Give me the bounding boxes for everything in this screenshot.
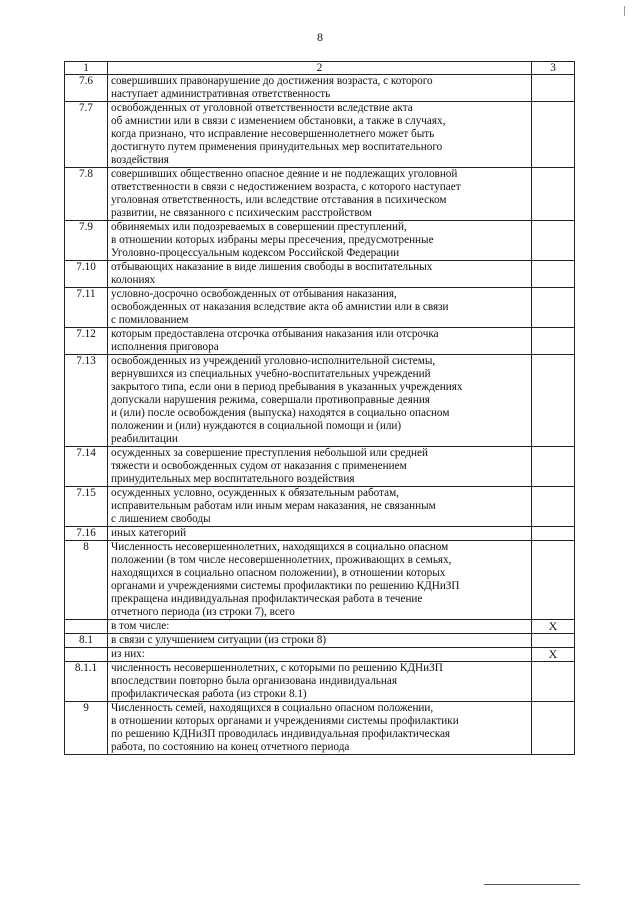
table-row bbox=[65, 702, 575, 755]
value-cell[interactable] bbox=[532, 662, 575, 702]
value-cell[interactable] bbox=[532, 168, 575, 221]
row-description-text: иных категорий bbox=[111, 527, 187, 539]
row-number-cell: 7.15 bbox=[65, 487, 108, 527]
row-description-text: отбывающих наказание в виде лишения свободы в воспитательных колониях bbox=[111, 261, 433, 286]
row-description-cell bbox=[108, 662, 532, 702]
table-row bbox=[65, 168, 575, 221]
row-description-cell bbox=[108, 261, 532, 288]
value-cell[interactable] bbox=[532, 541, 575, 620]
row-number-cell: 7.8 bbox=[65, 168, 108, 221]
value-cell[interactable] bbox=[532, 648, 575, 662]
footer-rule bbox=[484, 884, 580, 885]
row-description-cell bbox=[108, 288, 532, 328]
row-number-cell: 7.9 bbox=[65, 221, 108, 261]
page-number: 8 bbox=[317, 30, 323, 44]
not-applicable-mark: X bbox=[548, 619, 558, 633]
row-number-cell: 7.12 bbox=[65, 328, 108, 355]
row-number-cell: 7.6 bbox=[65, 75, 108, 102]
table-row bbox=[65, 102, 575, 168]
row-number-cell: 7.10 bbox=[65, 261, 108, 288]
row-description-cell bbox=[108, 527, 532, 541]
row-description-text: осужденных условно, осужденных к обязательным работам, исправительным работам или иным мерам наказания, не связанным с лишением свободы bbox=[111, 487, 436, 525]
row-description-text: Численность несовершеннолетних, находящихся в социально опасном положении (в том числе несовершеннолетних, проживающих в семьях, находящихся в социально опасном положении), в отношении которых органами и учреждениями системы профилактики по решению КДНиЗП прекращена индивидуальная профилактическая работа в течение отчетного периода (из строки 7), всего bbox=[111, 541, 460, 618]
row-description-text: совершивших общественно опасное деяние и не подлежащих уголовной ответственности в связи с недостижением возраста, с которого наступает уголовная ответственность, или вследствие отставания в психическом развитии, не связанного с психическим расстройством bbox=[111, 168, 461, 219]
row-description-text: из них: bbox=[111, 648, 145, 660]
column-header-3: 3 bbox=[532, 62, 575, 75]
row-description-cell bbox=[108, 634, 532, 648]
value-cell[interactable] bbox=[532, 75, 575, 102]
row-description-text: численность несовершеннолетних, с которыми по решению КДНиЗП впоследствии повторно была организована индивидуальная профилактическая работа (из строки 8.1) bbox=[111, 662, 443, 700]
row-number-cell: 9 bbox=[65, 702, 108, 755]
table-row bbox=[65, 221, 575, 261]
statistics-table bbox=[64, 61, 575, 755]
row-description-cell bbox=[108, 168, 532, 221]
row-description-text: освобожденных от уголовной ответственности вследствие акта об амнистии или в связи с изменением обстановки, а также в случаях, когда признано, что исправление несовершеннолетнего может быть достигнуто путем применения принудительных мер воспитательного воздействия bbox=[111, 102, 446, 166]
scan-edge-mark bbox=[624, 6, 625, 16]
row-description-cell bbox=[108, 355, 532, 447]
row-description-text: осужденных за совершение преступления небольшой или средней тяжести и освобожденных судом от наказания с применением принудительных мер воспитательного воздействия bbox=[111, 447, 428, 485]
row-description-text: условно-досрочно освобожденных от отбывания наказания, освобожденных от наказания вследствие акта об амнистии или в связи с помилованием bbox=[111, 288, 449, 326]
table-row bbox=[65, 648, 575, 662]
value-cell[interactable] bbox=[532, 261, 575, 288]
row-description-text: освобожденных из учреждений уголовно-исполнительной системы, вернувшихся из специальных учебно-воспитательных учреждений закрытого типа, если они в период пребывания в указанных учреждениях допускали нарушения режима, совершали противоправные деяния и (или) после освобождения (выпуска) находятся в социально опасном положении и (или) нуждаются в социальной помощи и (или) реабилитации bbox=[111, 355, 463, 445]
row-description-text: в том числе: bbox=[111, 620, 170, 632]
row-description-cell bbox=[108, 75, 532, 102]
value-cell[interactable] bbox=[532, 527, 575, 541]
table-row bbox=[65, 447, 575, 487]
table-row bbox=[65, 355, 575, 447]
value-cell[interactable] bbox=[532, 355, 575, 447]
row-description-cell bbox=[108, 620, 532, 634]
table-row bbox=[65, 527, 575, 541]
value-cell[interactable] bbox=[532, 620, 575, 634]
row-description-cell bbox=[108, 221, 532, 261]
row-description-cell bbox=[108, 648, 532, 662]
table-row bbox=[65, 328, 575, 355]
table-row bbox=[65, 75, 575, 102]
table-row bbox=[65, 541, 575, 620]
value-cell[interactable] bbox=[532, 102, 575, 168]
row-description-text: обвиняемых или подозреваемых в совершении преступлений, в отношении которых избраны меры пресечения, предусмотренные Уголовно-процессуальным кодексом Российской Федерации bbox=[111, 221, 434, 259]
value-cell[interactable] bbox=[532, 487, 575, 527]
row-description-cell bbox=[108, 487, 532, 527]
row-number-cell bbox=[65, 648, 108, 662]
row-number-cell: 7.16 bbox=[65, 527, 108, 541]
row-number-cell: 7.14 bbox=[65, 447, 108, 487]
value-cell[interactable] bbox=[532, 702, 575, 755]
column-header-2: 2 bbox=[108, 62, 532, 75]
row-number-cell: 7.11 bbox=[65, 288, 108, 328]
row-number-cell: 7.7 bbox=[65, 102, 108, 168]
row-description-cell bbox=[108, 102, 532, 168]
not-applicable-mark: X bbox=[548, 647, 558, 661]
table-row bbox=[65, 634, 575, 648]
value-cell[interactable] bbox=[532, 634, 575, 648]
row-description-text: Численность семей, находящихся в социально опасном положении, в отношении которых органами и учреждениями системы профилактики по решению КДНиЗП проводилась индивидуальная профилактическая работа, по состоянию на конец отчетного периода bbox=[111, 702, 459, 753]
table-row bbox=[65, 662, 575, 702]
row-description-text: которым предоставлена отсрочка отбывания наказания или отсрочка исполнения приговора bbox=[111, 328, 439, 353]
row-number-cell: 8.1 bbox=[65, 634, 108, 648]
row-number-cell: 8 bbox=[65, 541, 108, 620]
table-row bbox=[65, 288, 575, 328]
column-header-1: 1 bbox=[65, 62, 108, 75]
row-number-cell bbox=[65, 620, 108, 634]
row-number-cell: 8.1.1 bbox=[65, 662, 108, 702]
row-description-text: в связи с улучшением ситуации (из строки 8) bbox=[111, 634, 327, 646]
table-row bbox=[65, 620, 575, 634]
value-cell[interactable] bbox=[532, 221, 575, 261]
row-description-text: совершивших правонарушение до достижения возраста, с которого наступает административная ответственность bbox=[111, 75, 433, 100]
table-row bbox=[65, 261, 575, 288]
value-cell[interactable] bbox=[532, 328, 575, 355]
table-row bbox=[65, 487, 575, 527]
value-cell[interactable] bbox=[532, 447, 575, 487]
table-header-row bbox=[65, 62, 575, 75]
row-description-cell bbox=[108, 541, 532, 620]
row-description-cell bbox=[108, 702, 532, 755]
row-description-cell bbox=[108, 328, 532, 355]
row-description-cell bbox=[108, 447, 532, 487]
row-number-cell: 7.13 bbox=[65, 355, 108, 447]
value-cell[interactable] bbox=[532, 288, 575, 328]
